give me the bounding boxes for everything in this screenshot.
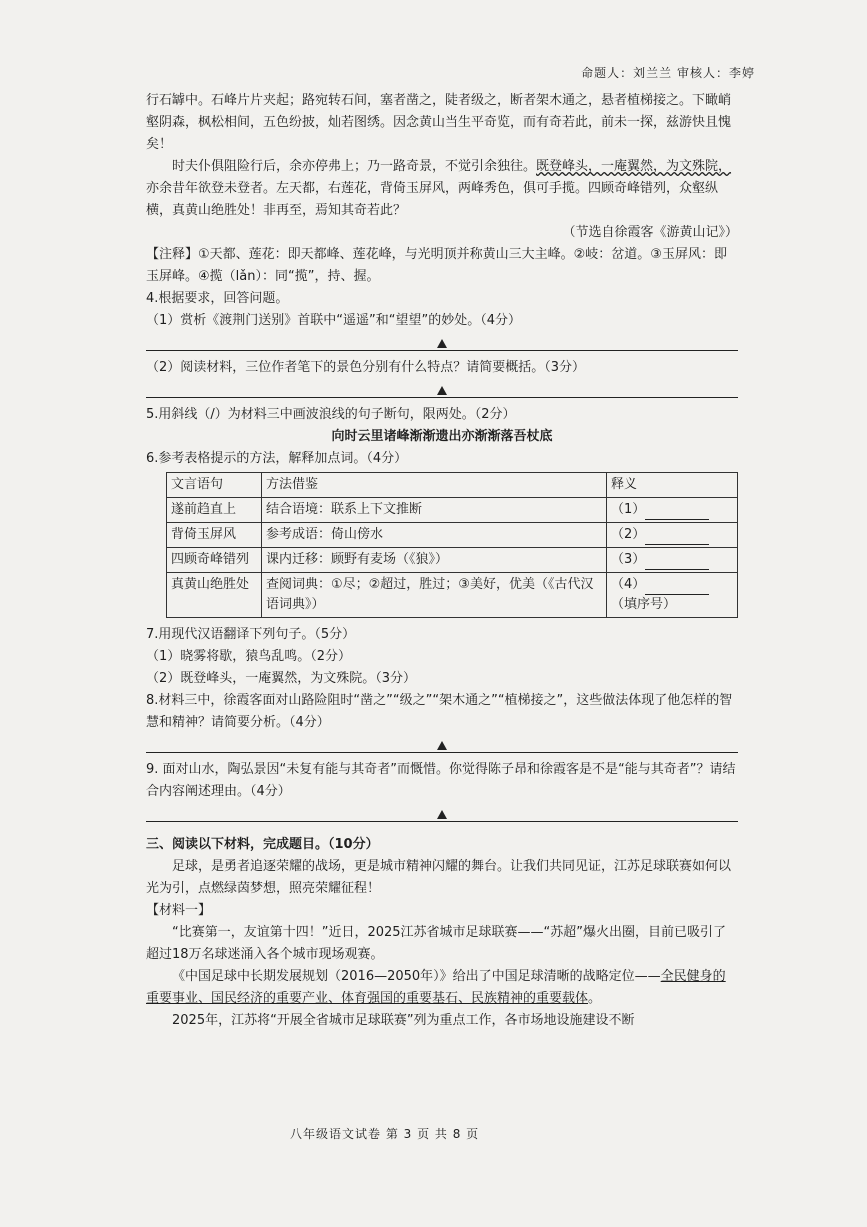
section-3-title: 三、阅读以下材料，完成题目。（10分）	[146, 837, 379, 852]
triangle-marker-icon	[437, 339, 447, 348]
wavy-underlined-sentence: 既登峰头，一庵翼然，为文殊院，	[536, 159, 732, 174]
passage-source: （节选自徐霞客《游黄山记》）	[562, 225, 738, 240]
q4-sub2-answer-line[interactable]	[146, 381, 738, 398]
passage-para-2-a: 时夫仆俱阻险行后，余亦停弗上；乃一路奇景，不觉引余独往。	[172, 159, 537, 174]
table-row	[167, 548, 738, 573]
q6-row3-answer-cell[interactable]	[607, 548, 738, 573]
q6-header-phrase: 文言语句	[167, 473, 262, 498]
q4-stem: 4.根据要求，回答问题。	[146, 291, 289, 306]
q7-sub2: （2）既登峰头，一庵翼然，为文殊院。（3分）	[146, 671, 417, 686]
table-row	[167, 523, 738, 548]
q6-row4-phrase: 真黄山绝胜处	[167, 573, 262, 618]
q6-row1-answer-cell[interactable]	[607, 498, 738, 523]
table-row	[167, 498, 738, 523]
q6-row1-answer-label: （1）	[611, 502, 646, 517]
q6-row2-phrase: 背倚玉屏风	[167, 523, 262, 548]
q6-row4-answer-suffix: （填序号）	[611, 597, 677, 612]
q7-sub1: （1）晓雾将歇，猿鸟乱鸣。（2分）	[146, 649, 352, 664]
q8-answer-line[interactable]	[146, 736, 738, 753]
q6-row3-phrase: 四顾奇峰错列	[167, 548, 262, 573]
q6-table	[166, 472, 738, 618]
q6-row1-method: 结合语境：联系上下文推断	[262, 498, 607, 523]
answer-blank[interactable]	[645, 555, 709, 570]
passage-para-2-c: 亦余昔年欲登未登者。左天都，右莲花，背倚玉屏风，两峰秀色，俱可手揽。四顾奇峰错列，众壑纵横，真黄山绝胜处！非再至，焉知其奇若此？	[146, 181, 719, 218]
q6-stem: 6.参考表格提示的方法，解释加点词。（4分）	[146, 451, 408, 466]
q6-row4-answer-cell[interactable]	[607, 573, 738, 618]
q6-row4-answer-label: （4）	[611, 577, 646, 592]
answer-blank[interactable]	[645, 505, 709, 520]
triangle-marker-icon	[437, 386, 447, 395]
q6-header-method: 方法借鉴	[262, 473, 607, 498]
q6-row2-answer-cell[interactable]	[607, 523, 738, 548]
table-row	[167, 573, 738, 618]
q9-answer-line[interactable]	[146, 805, 738, 822]
answer-blank[interactable]	[645, 580, 709, 595]
underlined-phrase: 全民健身的重要事业、国民经济的重要产业、体育强国的重要基石、民族精神的重要载体	[146, 969, 726, 1006]
q4-sub2: （2）阅读材料，三位作者笔下的景色分别有什么特点？请简要概括。（3分）	[146, 360, 586, 375]
exam-content	[146, 90, 738, 1032]
material-1-para-3: 2025年，江苏将“开展全省城市足球联赛”列为重点工作，各市场地设施建设不断	[172, 1013, 635, 1028]
q6-row2-method: 参考成语：倚山傍水	[262, 523, 607, 548]
q6-row4-method: 查阅词典：①尽；②超过，胜过；③美好，优美（《古代汉语词典》）	[262, 573, 607, 618]
q9-stem: 9. 面对山水，陶弘景因“未复有能与其奇者”而慨惜。你觉得陈子昂和徐霞客是不是“能与其奇者”？请结合内容阐述理由。（4分）	[146, 762, 736, 799]
material-1-label: 【材料一】	[146, 903, 212, 918]
q8-stem: 8.材料三中，徐霞客面对山路险阻时“凿之”“级之”“架木通之”“植梯接之”，这些做法体现了他怎样的智慧和精神？请简要分析。（4分）	[146, 693, 733, 730]
q5-sentence: 向时云里诸峰渐渐遗出亦渐渐落吾杖底	[331, 429, 553, 444]
material-1-para-1: “比赛第一，友谊第十四！”近日，2025江苏省城市足球联赛——“苏超”爆火出圈，目前已吸引了超过18万名球迷涌入各个城市现场观赛。	[146, 925, 727, 962]
q6-row2-answer-label: （2）	[611, 527, 646, 542]
q6-table-header	[167, 473, 738, 498]
section-3-intro: 足球，是勇者追逐荣耀的战场，更是城市精神闪耀的舞台。让我们共同见证，江苏足球联赛如何以光为引，点燃绿茵梦想，照亮荣耀征程！	[146, 859, 732, 896]
answer-blank[interactable]	[645, 530, 709, 545]
triangle-marker-icon	[437, 810, 447, 819]
material-1-para-2	[146, 966, 738, 1010]
material-1-para-2-a: 《中国足球中长期发展规划（2016—2050年）》给出了中国足球清晰的战略定位——	[172, 969, 661, 984]
passage-para-2	[146, 156, 738, 222]
q7-stem: 7.用现代汉语翻译下列句子。（5分）	[146, 627, 356, 642]
q5-stem: 5.用斜线（/）为材料三中画波浪线的句子断句，限两处。（2分）	[146, 407, 516, 422]
triangle-marker-icon	[437, 741, 447, 750]
q6-row3-answer-label: （3）	[611, 552, 646, 567]
page-footer: 八年级语文试卷 第 3 页 共 8 页	[290, 1127, 480, 1141]
material-1-para-2-c: 。	[588, 991, 602, 1006]
q6-row1-phrase: 遂前趋直上	[167, 498, 262, 523]
q6-header-answer: 释义	[607, 473, 738, 498]
q6-row3-method: 课内迁移：顾野有麦场（《狼》）	[262, 548, 607, 573]
q4-sub1: （1）赏析《渡荆门送别》首联中“遥遥”和“望望”的妙处。（4分）	[146, 313, 521, 328]
passage-notes: 【注释】①天都、莲花：即天都峰、莲花峰，与光明顶并称黄山三大主峰。②岐：岔道。③玉屏风：即玉屏峰。④揽（lǎn）：同“揽”，持、握。	[146, 247, 727, 284]
passage-para-1: 行石罅中。石峰片片夹起；路宛转石间，塞者凿之，陡者级之，断者架木通之，悬者植梯接之。下瞰峭壑阴森，枫松相间，五色纷披，灿若图绣。因念黄山当生平奇览，而有奇若此，前未一探，兹游快且愧矣！	[146, 93, 732, 152]
q4-sub1-answer-line[interactable]	[146, 334, 738, 351]
author-line: 命题人：刘兰兰 审核人：李婷	[581, 66, 755, 80]
